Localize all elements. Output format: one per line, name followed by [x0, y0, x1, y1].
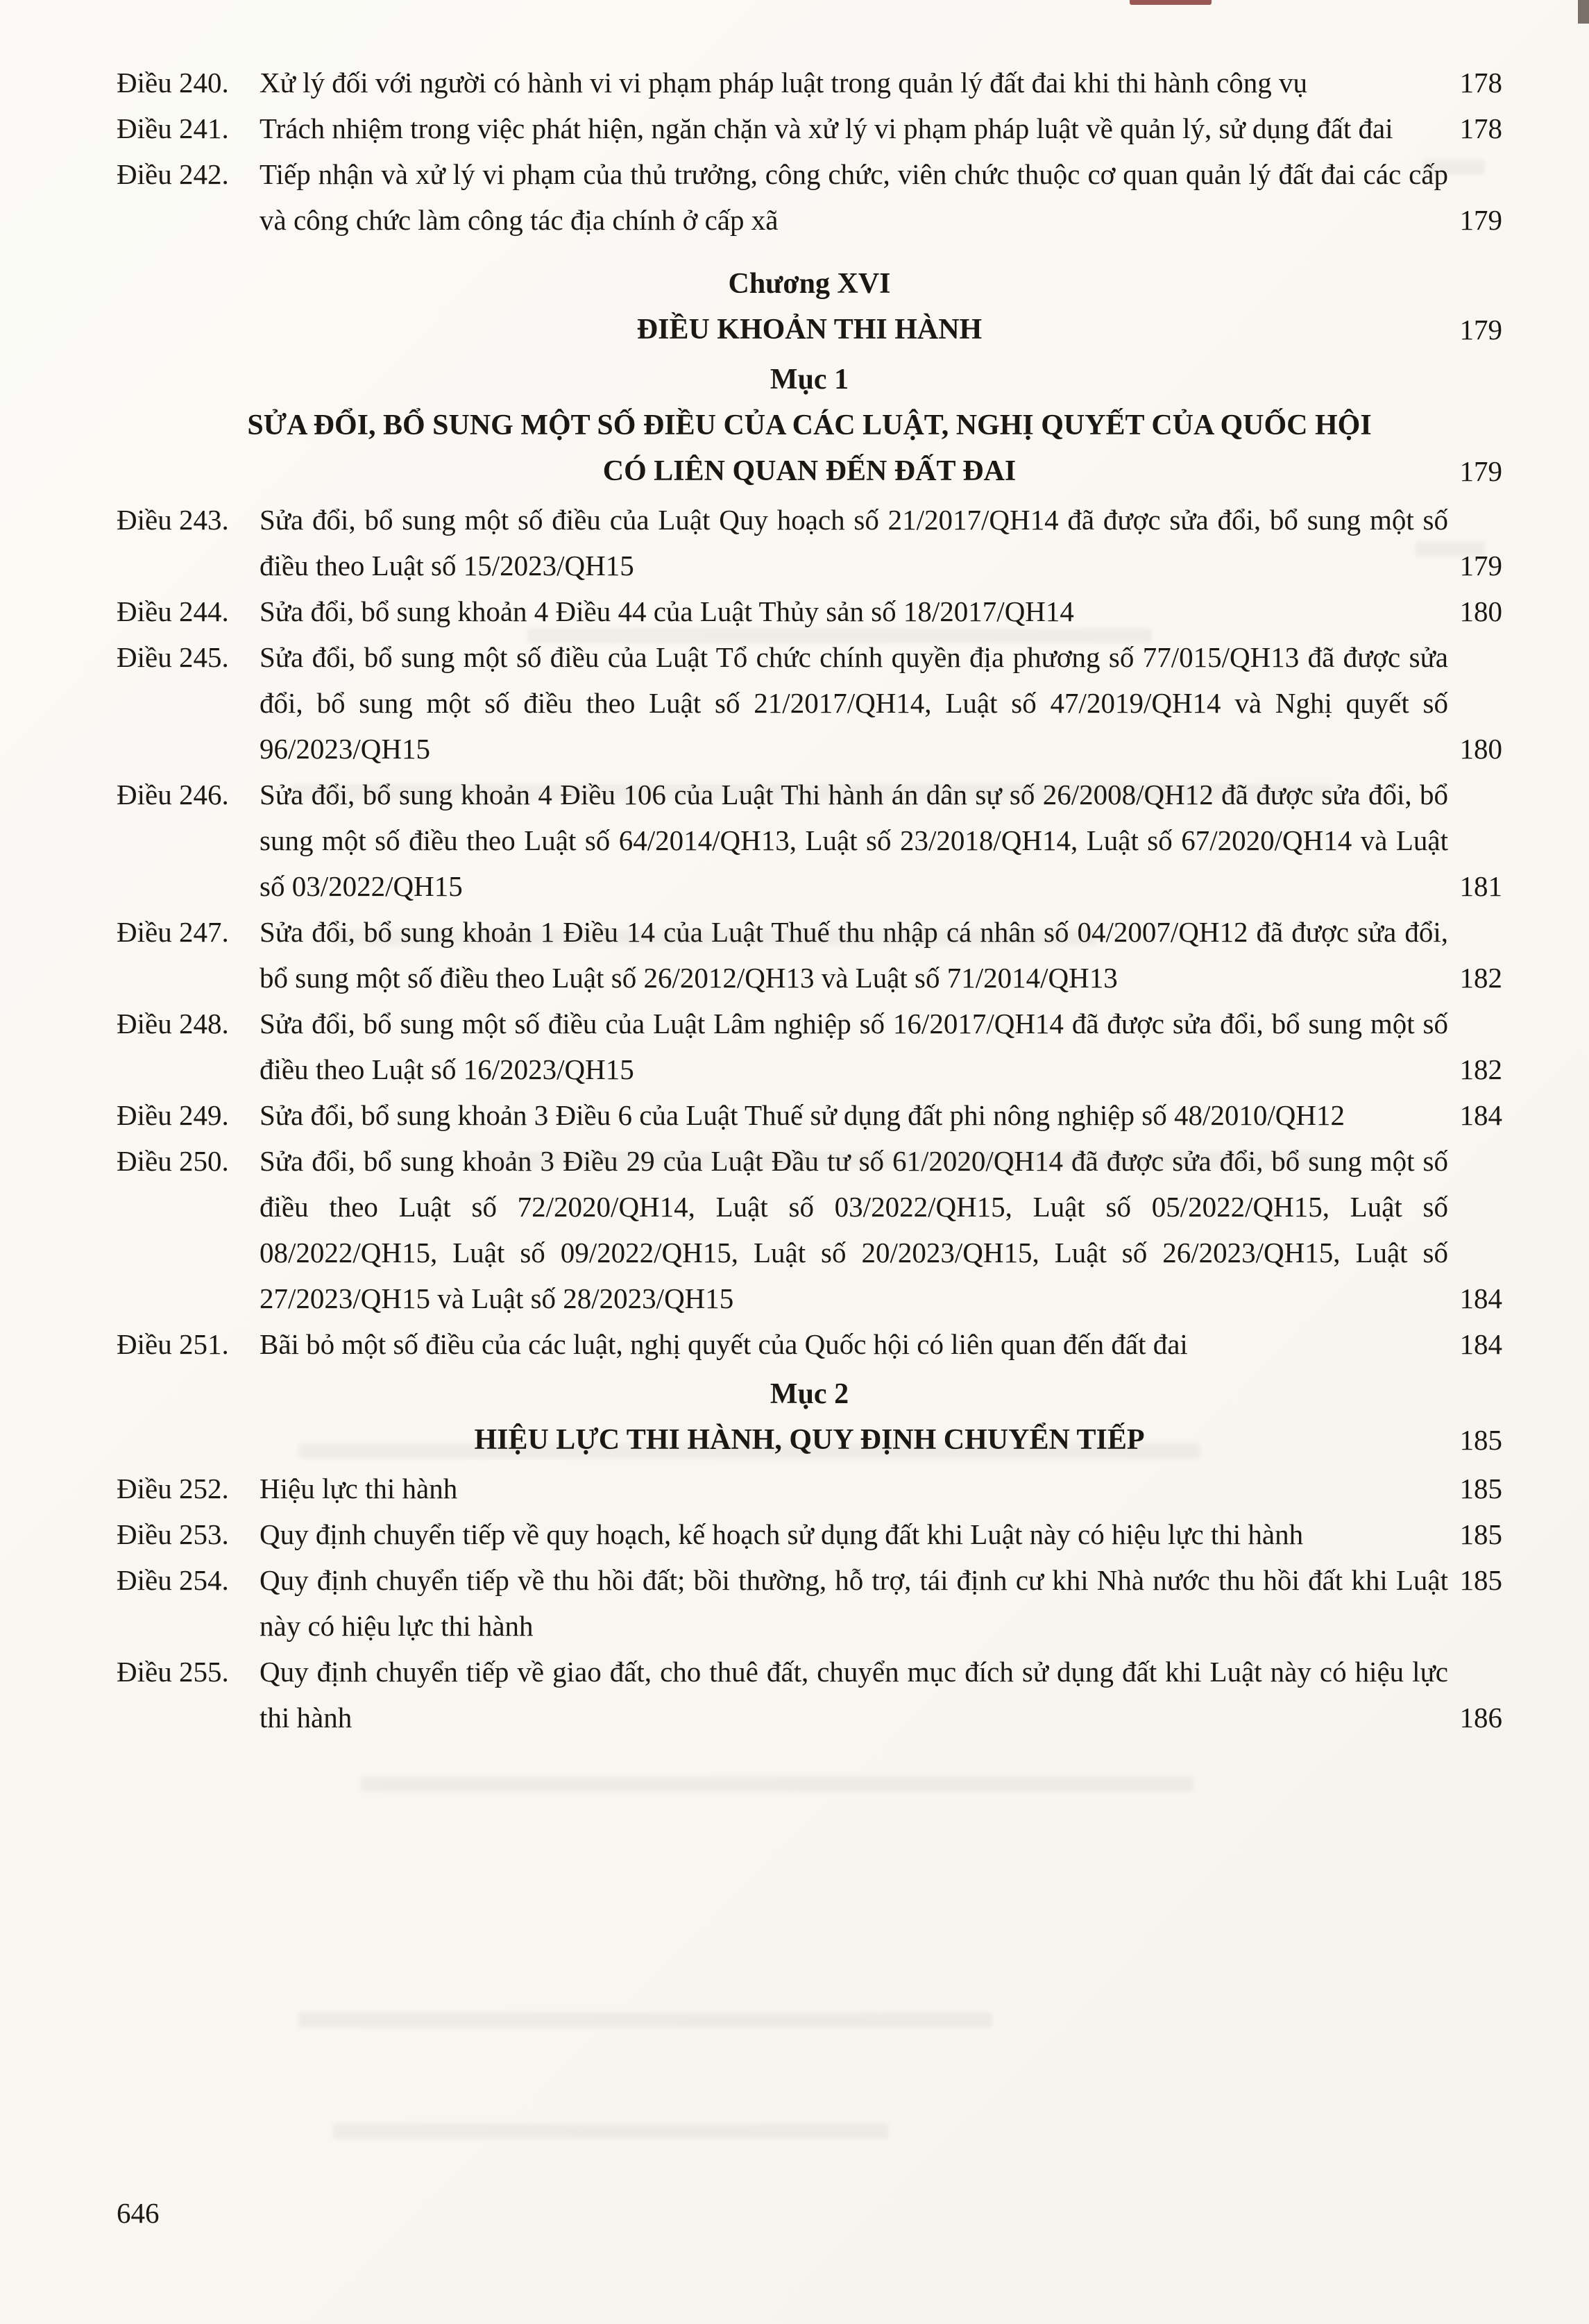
- toc-entry-article-label: Điều 248.: [117, 1008, 229, 1040]
- bleed-through-artifact: [333, 2123, 888, 2139]
- toc-entry-title: Sửa đổi, bổ sung khoản 3 Điều 29 của Luật Đầu tư số 61/2020/QH14 đã được sửa đổi, bổ sung một số điều theo Luật số 72/2020/QH14, Luật số 03/2022/QH15, Luật số 05/2022/QH15, Luật số 08/2022/QH15, Luật số 09/2022/QH15, Luật số 20/2023/QH15, Luật số 26/2023/QH15, Luật số 27/2023/QH15 và Luật số 28/2023/QH15: [260, 1145, 1448, 1314]
- toc-entry: [117, 497, 1502, 588]
- toc-entry-article-label: Điều 242.: [117, 158, 229, 190]
- toc-entry-page-number: 181: [1459, 870, 1502, 902]
- toc-heading: [117, 261, 1502, 307]
- toc-entry-title: Hiệu lực thi hành: [260, 1473, 458, 1504]
- toc-entry-article-label: Điều 241.: [117, 112, 229, 144]
- toc-heading: [117, 357, 1502, 402]
- toc-entry-title: Xử lý đối với người có hành vi vi phạm pháp luật trong quản lý đất đai khi thi hành công vụ: [260, 67, 1308, 99]
- toc-entry-title: Tiếp nhận và xử lý vi phạm của thủ trưởng, công chức, viên chức thuộc cơ quan quản lý đất đai các cấp và công chức làm công tác địa chính ở cấp xã: [260, 158, 1448, 236]
- toc-entry: [117, 634, 1502, 772]
- toc-entry: [117, 1001, 1502, 1092]
- footer-page-number: 646: [117, 2197, 160, 2229]
- toc-entry-page-number: 184: [1459, 1099, 1502, 1131]
- toc-heading-page-number: 179: [1459, 455, 1502, 487]
- toc-entry-title: Sửa đổi, bổ sung khoản 3 Điều 6 của Luật Thuế sử dụng đất phi nông nghiệp số 48/2010/QH12: [260, 1099, 1345, 1131]
- toc-entry-title: Sửa đổi, bổ sung một số điều của Luật Tổ chức chính quyền địa phương số 77/015/QH13 đã được sửa đổi, bổ sung một số điều theo Luật số 21/2017/QH14, Luật số 47/2019/QH14 và Nghị quyết số 96/2023/QH15: [260, 641, 1448, 765]
- toc-entry-title: Sửa đổi, bổ sung khoản 4 Điều 106 của Luật Thi hành án dân sự số 26/2008/QH12 đã được sửa đổi, bổ sung một số điều theo Luật số 64/2014/QH13, Luật số 23/2018/QH14, Luật số 67/2020/QH14 và Luật số 03/2022/QH15: [260, 779, 1448, 902]
- toc-heading: [117, 1371, 1502, 1417]
- toc-entry-page-number: 185: [1459, 1564, 1502, 1596]
- toc-entry-article-label: Điều 250.: [117, 1145, 229, 1177]
- toc-entry-page-number: 179: [1459, 550, 1502, 582]
- toc-entry-article-label: Điều 246.: [117, 779, 229, 811]
- toc-entry-page-number: 182: [1459, 1053, 1502, 1085]
- toc-entry: [117, 1466, 1502, 1511]
- toc-entry: [117, 105, 1502, 151]
- toc-entry-article-label: Điều 243.: [117, 504, 229, 536]
- toc-entry-title: Trách nhiệm trong việc phát hiện, ngăn chặn và xử lý vi phạm pháp luật về quản lý, sử dụng đất đai: [260, 112, 1393, 144]
- scan-artifact-corner: [1578, 0, 1589, 24]
- toc-entry-title: Quy định chuyển tiếp về giao đất, cho thuê đất, chuyển mục đích sử dụng đất khi Luật này có hiệu lực thi hành: [260, 1656, 1448, 1733]
- toc-entry-page-number: 182: [1459, 962, 1502, 994]
- toc-heading-text: HIỆU LỰC THI HÀNH, QUY ĐỊNH CHUYỂN TIẾP: [474, 1424, 1145, 1456]
- toc-entry-title: Sửa đổi, bổ sung một số điều của Luật Quy hoạch số 21/2017/QH14 đã được sửa đổi, bổ sung một số điều theo Luật số 15/2023/QH15: [260, 504, 1448, 582]
- toc-entry-page-number: 180: [1459, 595, 1502, 627]
- toc-entry-page-number: 185: [1459, 1518, 1502, 1550]
- toc-entry: [117, 772, 1502, 909]
- toc-heading-text: Mục 1: [770, 364, 849, 396]
- toc-entry-article-label: Điều 251.: [117, 1328, 229, 1360]
- table-of-contents: [117, 60, 1502, 1740]
- toc-entry-article-label: Điều 254.: [117, 1564, 229, 1596]
- toc-entry-page-number: 179: [1459, 204, 1502, 236]
- toc-heading-text: Mục 2: [770, 1378, 849, 1410]
- toc-entry: [117, 1321, 1502, 1367]
- toc-entry-article-label: Điều 244.: [117, 595, 229, 627]
- toc-heading-page-number: 179: [1459, 314, 1502, 346]
- toc-entry: [117, 1511, 1502, 1557]
- toc-heading: [117, 402, 1502, 494]
- toc-entry-article-label: Điều 252.: [117, 1473, 229, 1504]
- toc-entry: [117, 1092, 1502, 1138]
- toc-heading-text: ĐIỀU KHOẢN THI HÀNH: [636, 314, 983, 346]
- toc-heading: [117, 1417, 1502, 1463]
- toc-entry-title: Bãi bỏ một số điều của các luật, nghị quyết của Quốc hội có liên quan đến đất đai: [260, 1328, 1188, 1360]
- toc-entry-page-number: 185: [1459, 1473, 1502, 1504]
- toc-entry: [117, 1138, 1502, 1321]
- bleed-through-artifact: [361, 1776, 1193, 1792]
- toc-heading-text: Chương XVI: [728, 268, 891, 300]
- toc-entry-title: Sửa đổi, bổ sung khoản 1 Điều 14 của Luật Thuế thu nhập cá nhân số 04/2007/QH12 đã được sửa đổi, bổ sung một số điều theo Luật số 26/2012/QH13 và Luật số 71/2014/QH13: [260, 916, 1448, 994]
- toc-entry-title: Quy định chuyển tiếp về quy hoạch, kế hoạch sử dụng đất khi Luật này có hiệu lực thi hành: [260, 1518, 1304, 1550]
- toc-entry: [117, 1557, 1502, 1649]
- toc-entry-page-number: 186: [1459, 1702, 1502, 1733]
- toc-entry: [117, 909, 1502, 1001]
- toc-entry-page-number: 184: [1459, 1282, 1502, 1314]
- toc-entry: [117, 588, 1502, 634]
- toc-heading-page-number: 185: [1459, 1424, 1502, 1456]
- toc-entry-page-number: 178: [1459, 67, 1502, 99]
- toc-entry-article-label: Điều 240.: [117, 67, 229, 99]
- toc-entry-page-number: 184: [1459, 1328, 1502, 1360]
- toc-heading: [117, 307, 1502, 353]
- toc-entry-page-number: 178: [1459, 112, 1502, 144]
- toc-entry-title: Sửa đổi, bổ sung một số điều của Luật Lâm nghiệp số 16/2017/QH14 đã được sửa đổi, bổ sung một số điều theo Luật số 16/2023/QH15: [260, 1008, 1448, 1085]
- toc-entry: [117, 151, 1502, 243]
- toc-entry-page-number: 180: [1459, 733, 1502, 765]
- toc-entry-article-label: Điều 247.: [117, 916, 229, 948]
- toc-entry-article-label: Điều 253.: [117, 1518, 229, 1550]
- toc-entry: [117, 1649, 1502, 1740]
- toc-entry-title: Quy định chuyển tiếp về thu hồi đất; bồi thường, hỗ trợ, tái định cư khi Nhà nước thu hồi đất khi Luật này có hiệu lực thi hành: [260, 1564, 1448, 1642]
- scan-artifact-red-streak: [1130, 0, 1212, 5]
- toc-entry: [117, 60, 1502, 105]
- toc-entry-title: Sửa đổi, bổ sung khoản 4 Điều 44 của Luật Thủy sản số 18/2017/QH14: [260, 595, 1074, 627]
- toc-entry-article-label: Điều 245.: [117, 641, 229, 673]
- toc-heading-text: SỬA ĐỔI, BỔ SUNG MỘT SỐ ĐIỀU CỦA CÁC LUẬT, NGHỊ QUYẾT CỦA QUỐC HỘI CÓ LIÊN QUAN ĐẾN ĐẤT ĐAI: [247, 409, 1372, 487]
- bleed-through-artifact: [298, 2012, 992, 2028]
- toc-entry-article-label: Điều 249.: [117, 1099, 229, 1131]
- toc-entry-article-label: Điều 255.: [117, 1656, 229, 1688]
